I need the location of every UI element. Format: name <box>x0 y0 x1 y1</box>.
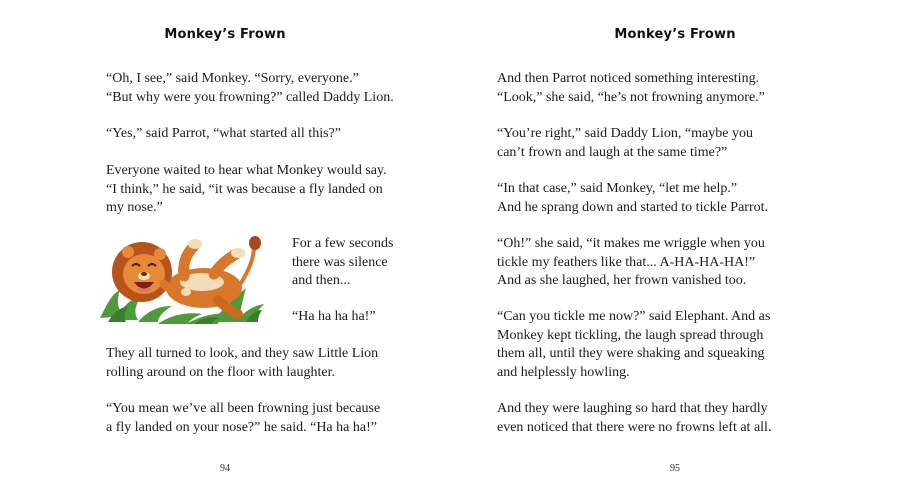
paragraph: And they were laughing so hard that they hardly even noticed that there were no frowns left at all. <box>497 401 772 435</box>
paragraph: “Oh!” she said, “it makes me wriggle when you tickle my feathers like that... A-HA-HA-HA!” And as she laughed, her frown vanished too. <box>497 236 765 288</box>
paragraph: “Oh, I see,” said Monkey. “Sorry, everyone.” “But why were you frowning?” called Daddy Lion. <box>106 71 394 105</box>
paragraph: “Yes,” said Parrot, “what started all this?” <box>106 126 341 141</box>
page-number-left: 94 <box>220 463 230 474</box>
paragraph: “In that case,” said Monkey, “let me help.” And he sprang down and started to tickle Parrot. <box>497 181 768 215</box>
paragraph: “You mean we’ve all been frowning just because a fly landed on your nose?” he said. “Ha ha ha!” <box>106 401 381 435</box>
paragraph: They all turned to look, and they saw Little Lion rolling around on the floor with laughter. <box>106 346 379 380</box>
paragraph: Everyone waited to hear what Monkey would say. “I think,” he said, “it was because a fly landed on my nose.” <box>106 163 387 215</box>
paragraph: “Ha ha ha ha!” <box>292 309 376 324</box>
paragraph: “You’re right,” said Daddy Lion, “maybe you can’t frown and laugh at the same time?” <box>497 126 753 160</box>
paragraph: And then Parrot noticed something interesting. “Look,” she said, “he’s not frowning anymore.” <box>497 71 765 105</box>
page-number-right: 95 <box>670 463 680 474</box>
paragraph: “Can you tickle me now?” said Elephant. And as Monkey kept tickling, the laugh spread through them all, until they were shaking and squeaking and helplessly howling. <box>497 309 771 380</box>
little-lion-illustration <box>98 232 270 328</box>
running-title-right: Monkey’s Frown <box>614 27 736 42</box>
right-page <box>450 0 900 500</box>
tail-tuft <box>249 236 261 250</box>
paragraph: For a few seconds there was silence and then... <box>292 236 394 288</box>
running-title-left: Monkey’s Frown <box>164 27 286 42</box>
